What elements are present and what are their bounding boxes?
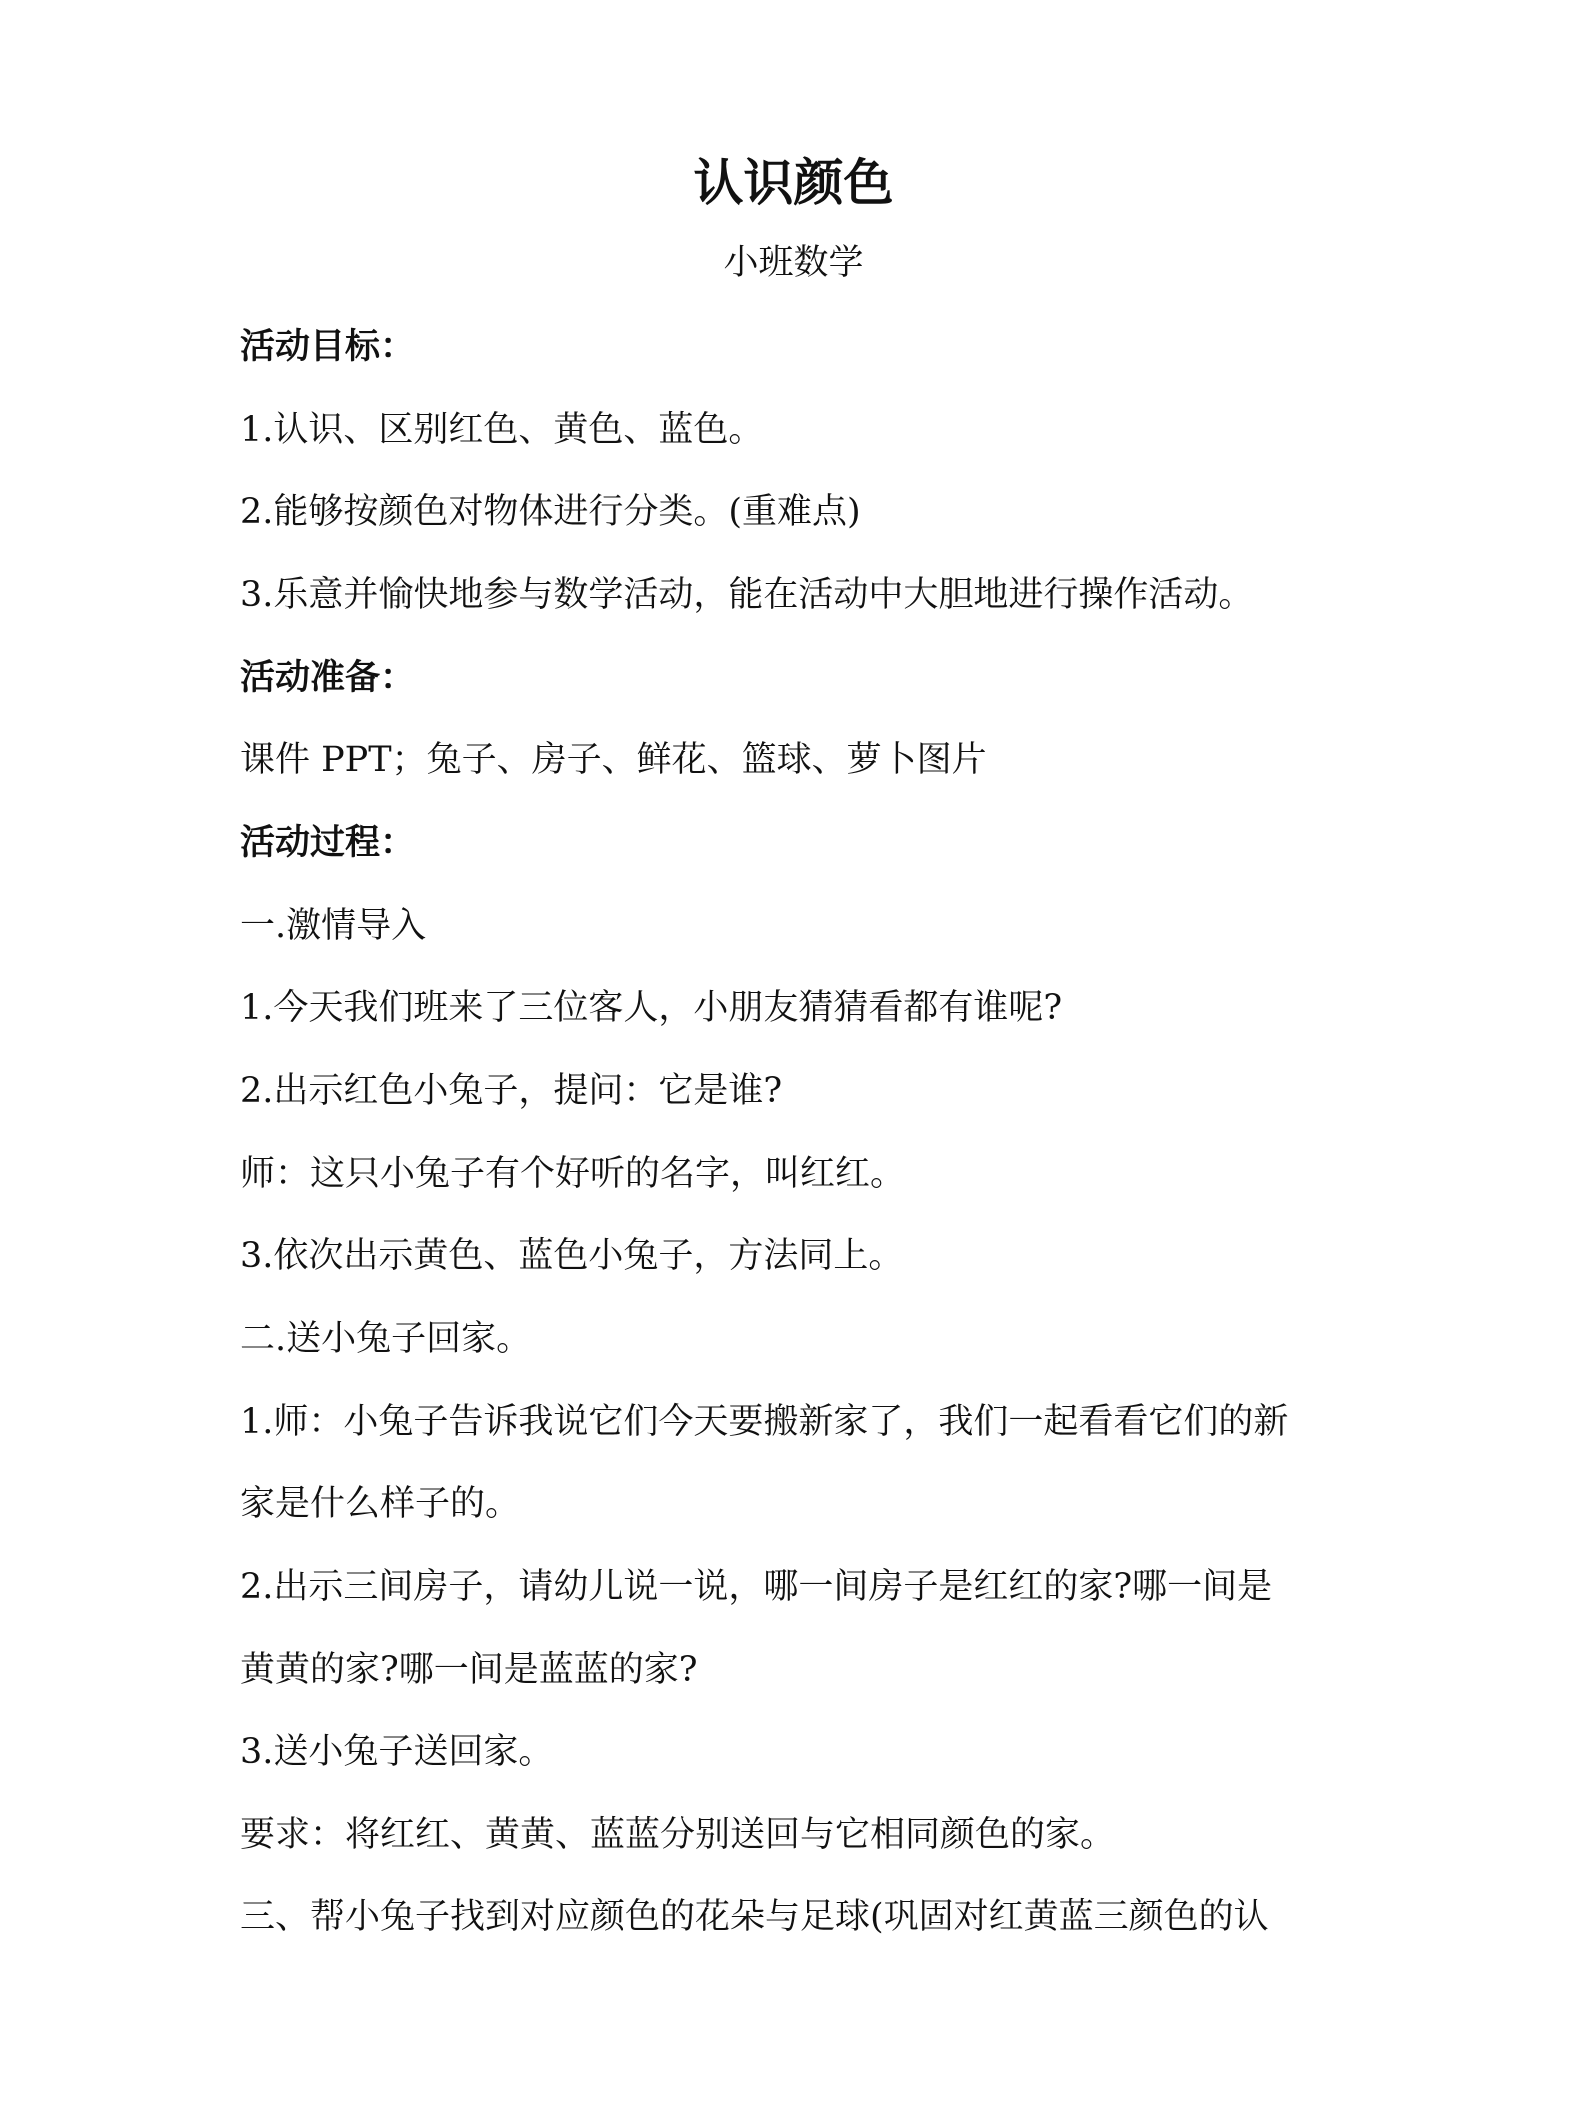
section-heading: 活动准备： [240, 656, 416, 698]
paragraph-line: 1.师：小兔子告诉我说它们今天要搬新家了，我们一起看看它们的新 [240, 1401, 1289, 1442]
document-title: 认识颜色 [693, 153, 894, 212]
section-heading: 活动目标： [240, 326, 416, 367]
paragraph-line: 3.送小兔子送回家。 [240, 1732, 554, 1773]
paragraph-line: 1.认识、区别红色、黄色、蓝色。 [240, 409, 764, 450]
paragraph-line: 3.依次出示黄色、蓝色小兔子，方法同上。 [240, 1236, 904, 1277]
paragraph-line: 3.乐意并愉快地参与数学活动，能在活动中大胆地进行操作活动。 [240, 574, 1254, 615]
paragraph-line: 三、帮小兔子找到对应颜色的花朵与足球(巩固对红黄蓝三颜色的认 [240, 1897, 1269, 1938]
paragraph-line: 二.送小兔子回家。 [240, 1318, 532, 1359]
paragraph-line: 2.能够按颜色对物体进行分类。(重难点) [240, 492, 861, 533]
paragraph-line: 2.出示红色小兔子，提问：它是谁? [240, 1070, 783, 1111]
paragraph-line: 师：这只小兔子有个好听的名字，叫红红。 [240, 1153, 906, 1194]
paragraph-line: 要求：将红红、黄黄、蓝蓝分别送回与它相同颜色的家。 [240, 1814, 1116, 1855]
document-subtitle: 小班数学 [723, 243, 864, 283]
paragraph-line: 家是什么样子的。 [240, 1484, 521, 1525]
paragraph-line: 课件 PPT；兔子、房子、鲜花、篮球、萝卜图片 [240, 740, 987, 781]
paragraph-line: 1.今天我们班来了三位客人，小朋友猜猜看都有谁呢? [240, 988, 1063, 1029]
paragraph-line: 黄黄的家?哪一间是蓝蓝的家? [240, 1649, 698, 1690]
paragraph-line: 一.激情导入 [240, 905, 427, 946]
document-body [240, 306, 1350, 1959]
paragraph-line: 2.出示三间房子，请幼儿说一说，哪一间房子是红红的家?哪一间是 [240, 1566, 1273, 1607]
section-heading: 活动过程： [240, 821, 416, 863]
